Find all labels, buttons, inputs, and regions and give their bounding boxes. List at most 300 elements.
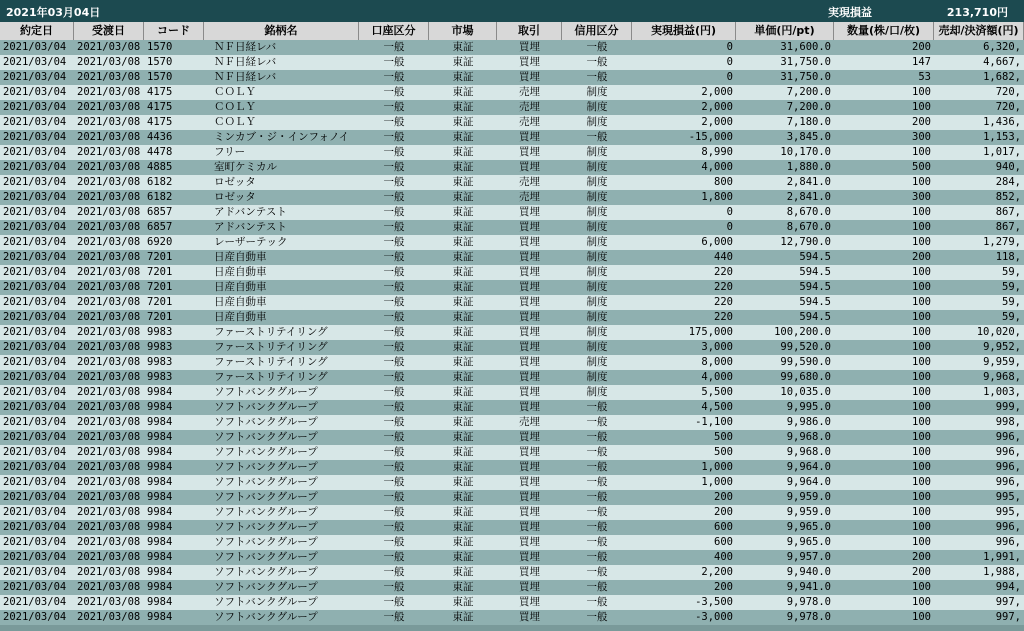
table-row[interactable] (0, 115, 1024, 130)
cell-name: ＮＦ日経レバ (214, 56, 277, 68)
cell-unit-price: 9,978.0 (786, 596, 831, 608)
cell-quantity: 100 (912, 371, 931, 383)
cell-margin-type: 一般 (586, 446, 608, 458)
cell-name: フリー (214, 146, 246, 158)
cell-amount: 59, (1002, 281, 1021, 293)
cell-trade-date: 2021/03/04 (3, 596, 67, 608)
cell-quantity: 100 (912, 341, 931, 353)
cell-trade: 買埋 (519, 611, 540, 623)
table-row[interactable] (0, 190, 1024, 205)
cell-amount: 940, (995, 161, 1021, 173)
cell-code: 6857 (147, 206, 173, 218)
cell-quantity: 100 (912, 596, 931, 608)
cell-name: ＣＯＬＹ (214, 86, 256, 98)
cell-amount: 1,003, (983, 386, 1021, 398)
cell-account: 一般 (383, 341, 405, 353)
cell-market: 東証 (452, 416, 474, 428)
cell-settlement-date: 2021/03/08 (77, 236, 141, 248)
cell-margin-type: 一般 (586, 611, 608, 623)
cell-name: ソフトバンクグループ (214, 491, 318, 503)
cell-trade: 買埋 (519, 491, 540, 503)
table-row[interactable] (0, 415, 1024, 430)
cell-quantity: 100 (912, 311, 931, 323)
cell-quantity: 100 (912, 506, 931, 518)
horizontal-scrollbar[interactable] (0, 625, 1024, 631)
cell-margin-type: 制度 (586, 356, 608, 368)
table-row[interactable] (0, 505, 1024, 520)
cell-settlement-date: 2021/03/08 (77, 536, 141, 548)
cell-trade: 買埋 (519, 206, 540, 218)
cell-account: 一般 (383, 386, 405, 398)
cell-code: 9983 (147, 356, 173, 368)
table-row[interactable] (0, 280, 1024, 295)
cell-margin-type: 制度 (586, 386, 608, 398)
cell-margin-type: 一般 (586, 551, 608, 563)
cell-trade: 買埋 (519, 326, 540, 338)
cell-market: 東証 (452, 536, 474, 548)
cell-market: 東証 (452, 476, 474, 488)
cell-amount: 867, (995, 221, 1021, 233)
cell-code: 6857 (147, 221, 173, 233)
cell-unit-price: 594.5 (799, 281, 831, 293)
cell-realized-pl: 220 (714, 281, 733, 293)
col-header-amount[interactable]: 売却/決済額(円) (934, 22, 1024, 40)
col-header-realized-pl[interactable]: 実現損益(円) (632, 22, 736, 40)
col-header-trade-date[interactable]: 約定日 (0, 22, 74, 40)
cell-amount: 59, (1002, 296, 1021, 308)
cell-market: 東証 (452, 461, 474, 473)
table-row[interactable] (0, 340, 1024, 355)
cell-unit-price: 9,957.0 (786, 551, 831, 563)
cell-amount: 1,991, (983, 551, 1021, 563)
cell-code: 7201 (147, 296, 173, 308)
cell-quantity: 200 (912, 41, 931, 53)
cell-margin-type: 一般 (586, 416, 608, 428)
table-row[interactable] (0, 205, 1024, 220)
cell-code: 6182 (147, 191, 173, 203)
cell-trade-date: 2021/03/04 (3, 371, 67, 383)
cell-name: ソフトバンクグループ (214, 521, 318, 533)
cell-account: 一般 (383, 206, 405, 218)
table-row[interactable] (0, 145, 1024, 160)
cell-quantity: 200 (912, 251, 931, 263)
cell-trade-date: 2021/03/04 (3, 56, 67, 68)
cell-market: 東証 (452, 101, 474, 113)
cell-margin-type: 制度 (586, 371, 608, 383)
cell-market: 東証 (452, 506, 474, 518)
cell-realized-pl: 2,200 (701, 566, 733, 578)
cell-settlement-date: 2021/03/08 (77, 476, 141, 488)
table-row[interactable] (0, 610, 1024, 625)
cell-code: 9983 (147, 371, 173, 383)
table-row[interactable] (0, 490, 1024, 505)
cell-amount: 995, (995, 506, 1021, 518)
cell-name: 日産自動車 (214, 266, 267, 278)
cell-name: ＣＯＬＹ (214, 116, 256, 128)
cell-realized-pl: 4,500 (701, 401, 733, 413)
cell-quantity: 100 (912, 206, 931, 218)
cell-trade-date: 2021/03/04 (3, 446, 67, 458)
table-row[interactable] (0, 445, 1024, 460)
cell-trade-date: 2021/03/04 (3, 296, 67, 308)
table-row[interactable] (0, 70, 1024, 85)
cell-realized-pl: 6,000 (701, 236, 733, 248)
cell-amount: 852, (995, 191, 1021, 203)
cell-amount: 996, (995, 431, 1021, 443)
cell-name: ソフトバンクグループ (214, 536, 318, 548)
cell-amount: 998, (995, 416, 1021, 428)
cell-quantity: 200 (912, 116, 931, 128)
cell-quantity: 200 (912, 551, 931, 563)
cell-quantity: 100 (912, 461, 931, 473)
cell-unit-price: 9,964.0 (786, 461, 831, 473)
cell-trade: 買埋 (519, 146, 540, 158)
cell-margin-type: 制度 (586, 326, 608, 338)
cell-amount: 1,436, (983, 116, 1021, 128)
cell-account: 一般 (383, 251, 405, 263)
cell-margin-type: 制度 (586, 116, 608, 128)
cell-trade: 買埋 (519, 401, 540, 413)
cell-code: 9984 (147, 596, 173, 608)
cell-account: 一般 (383, 476, 405, 488)
cell-trade-date: 2021/03/04 (3, 221, 67, 233)
cell-code: 9984 (147, 521, 173, 533)
cell-account: 一般 (383, 176, 405, 188)
table-row[interactable] (0, 130, 1024, 145)
table-row[interactable] (0, 370, 1024, 385)
cell-account: 一般 (383, 371, 405, 383)
cell-account: 一般 (383, 101, 405, 113)
cell-realized-pl: 2,000 (701, 86, 733, 98)
cell-quantity: 300 (912, 191, 931, 203)
cell-settlement-date: 2021/03/08 (77, 401, 141, 413)
cell-account: 一般 (383, 401, 405, 413)
cell-unit-price: 9,965.0 (786, 521, 831, 533)
table-row[interactable] (0, 550, 1024, 565)
cell-quantity: 100 (912, 176, 931, 188)
cell-market: 東証 (452, 386, 474, 398)
cell-code: 7201 (147, 281, 173, 293)
cell-market: 東証 (452, 611, 474, 623)
col-header-market[interactable]: 市場 (429, 22, 497, 40)
cell-trade: 買埋 (519, 221, 540, 233)
trade-date: 2021年03月04日 (6, 6, 101, 19)
table-row[interactable] (0, 595, 1024, 610)
cell-trade: 買埋 (519, 356, 540, 368)
cell-trade: 買埋 (519, 566, 540, 578)
cell-quantity: 100 (912, 146, 931, 158)
table-row[interactable] (0, 220, 1024, 235)
cell-margin-type: 一般 (586, 71, 608, 83)
cell-trade-date: 2021/03/04 (3, 611, 67, 623)
table-row[interactable] (0, 400, 1024, 415)
cell-trade: 買埋 (519, 446, 540, 458)
cell-trade: 買埋 (519, 41, 540, 53)
realized-pl-label: 実現損益 (828, 6, 872, 19)
cell-amount: 9,968, (983, 371, 1021, 383)
cell-margin-type: 制度 (586, 281, 608, 293)
cell-market: 東証 (452, 236, 474, 248)
cell-trade-date: 2021/03/04 (3, 386, 67, 398)
cell-margin-type: 一般 (586, 581, 608, 593)
cell-code: 7201 (147, 251, 173, 263)
cell-code: 9983 (147, 341, 173, 353)
cell-unit-price: 594.5 (799, 266, 831, 278)
cell-name: ファーストリテイリング (214, 326, 328, 338)
cell-account: 一般 (383, 431, 405, 443)
cell-quantity: 100 (912, 416, 931, 428)
cell-account: 一般 (383, 461, 405, 473)
table-row[interactable] (0, 355, 1024, 370)
cell-market: 東証 (452, 176, 474, 188)
cell-trade-date: 2021/03/04 (3, 146, 67, 158)
cell-unit-price: 31,750.0 (780, 56, 831, 68)
cell-market: 東証 (452, 371, 474, 383)
col-header-quantity[interactable]: 数量(株/口/枚) (834, 22, 934, 40)
cell-account: 一般 (383, 236, 405, 248)
cell-settlement-date: 2021/03/08 (77, 491, 141, 503)
cell-unit-price: 594.5 (799, 311, 831, 323)
table-row[interactable] (0, 565, 1024, 580)
cell-market: 東証 (452, 116, 474, 128)
cell-trade-date: 2021/03/04 (3, 176, 67, 188)
cell-account: 一般 (383, 41, 405, 53)
table-row[interactable] (0, 520, 1024, 535)
cell-code: 4175 (147, 86, 173, 98)
cell-settlement-date: 2021/03/08 (77, 386, 141, 398)
cell-trade: 売埋 (519, 101, 540, 113)
cell-realized-pl: -3,500 (695, 596, 733, 608)
cell-settlement-date: 2021/03/08 (77, 371, 141, 383)
cell-name: アドバンテスト (214, 221, 287, 233)
cell-code: 4175 (147, 116, 173, 128)
cell-amount: 1,988, (983, 566, 1021, 578)
cell-settlement-date: 2021/03/08 (77, 251, 141, 263)
cell-trade-date: 2021/03/04 (3, 191, 67, 203)
cell-realized-pl: 1,000 (701, 476, 733, 488)
table-row[interactable] (0, 40, 1024, 55)
cell-account: 一般 (383, 326, 405, 338)
cell-quantity: 100 (912, 356, 931, 368)
table-row[interactable] (0, 460, 1024, 475)
cell-trade-date: 2021/03/04 (3, 341, 67, 353)
cell-unit-price: 3,845.0 (786, 131, 831, 143)
cell-settlement-date: 2021/03/08 (77, 86, 141, 98)
cell-settlement-date: 2021/03/08 (77, 446, 141, 458)
cell-market: 東証 (452, 596, 474, 608)
cell-market: 東証 (452, 431, 474, 443)
cell-quantity: 100 (912, 281, 931, 293)
table-row[interactable] (0, 295, 1024, 310)
cell-settlement-date: 2021/03/08 (77, 296, 141, 308)
cell-settlement-date: 2021/03/08 (77, 176, 141, 188)
cell-trade-date: 2021/03/04 (3, 101, 67, 113)
cell-settlement-date: 2021/03/08 (77, 161, 141, 173)
cell-realized-pl: 500 (714, 431, 733, 443)
cell-quantity: 100 (912, 536, 931, 548)
cell-settlement-date: 2021/03/08 (77, 311, 141, 323)
cell-code: 9983 (147, 326, 173, 338)
cell-trade: 買埋 (519, 431, 540, 443)
cell-trade-date: 2021/03/04 (3, 476, 67, 488)
table-row[interactable] (0, 430, 1024, 445)
cell-market: 東証 (452, 221, 474, 233)
cell-amount: 720, (995, 86, 1021, 98)
cell-trade: 売埋 (519, 176, 540, 188)
cell-settlement-date: 2021/03/08 (77, 281, 141, 293)
cell-realized-pl: 0 (726, 71, 733, 83)
table-row[interactable] (0, 325, 1024, 340)
cell-margin-type: 制度 (586, 101, 608, 113)
table-row[interactable] (0, 535, 1024, 550)
cell-account: 一般 (383, 56, 405, 68)
cell-margin-type: 一般 (586, 41, 608, 53)
cell-account: 一般 (383, 146, 405, 158)
cell-amount: 9,959, (983, 356, 1021, 368)
cell-margin-type: 制度 (586, 176, 608, 188)
cell-account: 一般 (383, 191, 405, 203)
cell-unit-price: 31,750.0 (780, 71, 831, 83)
cell-unit-price: 2,841.0 (786, 176, 831, 188)
cell-unit-price: 9,965.0 (786, 536, 831, 548)
cell-market: 東証 (452, 41, 474, 53)
cell-trade: 買埋 (519, 56, 540, 68)
cell-trade: 買埋 (519, 386, 540, 398)
cell-amount: 867, (995, 206, 1021, 218)
cell-trade-date: 2021/03/04 (3, 566, 67, 578)
cell-margin-type: 制度 (586, 191, 608, 203)
cell-account: 一般 (383, 221, 405, 233)
cell-trade-date: 2021/03/04 (3, 206, 67, 218)
cell-quantity: 100 (912, 296, 931, 308)
cell-unit-price: 99,590.0 (780, 356, 831, 368)
cell-unit-price: 9,978.0 (786, 611, 831, 623)
table-row[interactable] (0, 475, 1024, 490)
cell-settlement-date: 2021/03/08 (77, 266, 141, 278)
cell-trade: 買埋 (519, 311, 540, 323)
cell-code: 9984 (147, 401, 173, 413)
cell-quantity: 100 (912, 431, 931, 443)
cell-name: ソフトバンクグループ (214, 596, 318, 608)
cell-realized-pl: 500 (714, 446, 733, 458)
cell-account: 一般 (383, 266, 405, 278)
table-row[interactable] (0, 175, 1024, 190)
cell-amount: 59, (1002, 266, 1021, 278)
table-row[interactable] (0, 250, 1024, 265)
cell-margin-type: 一般 (586, 476, 608, 488)
cell-market: 東証 (452, 341, 474, 353)
table-row[interactable] (0, 85, 1024, 100)
cell-trade: 売埋 (519, 86, 540, 98)
cell-settlement-date: 2021/03/08 (77, 356, 141, 368)
cell-name: ロゼッタ (214, 191, 256, 203)
cell-trade: 買埋 (519, 281, 540, 293)
table-row[interactable] (0, 160, 1024, 175)
col-header-name[interactable]: 銘柄名 (204, 22, 359, 40)
cell-amount: 1,682, (983, 71, 1021, 83)
cell-realized-pl: 220 (714, 266, 733, 278)
cell-trade-date: 2021/03/04 (3, 71, 67, 83)
col-header-trade[interactable]: 取引 (497, 22, 562, 40)
cell-settlement-date: 2021/03/08 (77, 206, 141, 218)
cell-unit-price: 9,940.0 (786, 566, 831, 578)
cell-quantity: 100 (912, 326, 931, 338)
table-row[interactable] (0, 385, 1024, 400)
cell-quantity: 100 (912, 101, 931, 113)
cell-amount: 999, (995, 401, 1021, 413)
cell-name: ＮＦ日経レバ (214, 41, 277, 53)
cell-amount: 996, (995, 461, 1021, 473)
cell-code: 6920 (147, 236, 173, 248)
cell-account: 一般 (383, 71, 405, 83)
table-row[interactable] (0, 580, 1024, 595)
cell-unit-price: 31,600.0 (780, 41, 831, 53)
cell-market: 東証 (452, 161, 474, 173)
cell-code: 9984 (147, 491, 173, 503)
cell-settlement-date: 2021/03/08 (77, 566, 141, 578)
cell-name: ＣＯＬＹ (214, 101, 256, 113)
cell-trade-date: 2021/03/04 (3, 41, 67, 53)
table-row[interactable] (0, 100, 1024, 115)
cell-trade-date: 2021/03/04 (3, 131, 67, 143)
cell-unit-price: 9,959.0 (786, 506, 831, 518)
cell-unit-price: 99,520.0 (780, 341, 831, 353)
cell-amount: 10,020, (976, 326, 1021, 338)
cell-settlement-date: 2021/03/08 (77, 56, 141, 68)
cell-realized-pl: 2,000 (701, 101, 733, 113)
cell-realized-pl: -1,100 (695, 416, 733, 428)
col-header-settlement-date[interactable]: 受渡日 (74, 22, 144, 40)
cell-code: 9984 (147, 566, 173, 578)
cell-code: 7201 (147, 266, 173, 278)
cell-account: 一般 (383, 506, 405, 518)
cell-margin-type: 制度 (586, 206, 608, 218)
table-row[interactable] (0, 265, 1024, 280)
cell-trade: 買埋 (519, 551, 540, 563)
cell-unit-price: 8,670.0 (786, 206, 831, 218)
cell-unit-price: 9,941.0 (786, 581, 831, 593)
cell-realized-pl: 4,000 (701, 161, 733, 173)
cell-name: ソフトバンクグループ (214, 581, 318, 593)
cell-code: 9984 (147, 476, 173, 488)
col-header-margin-type[interactable]: 信用区分 (562, 22, 632, 40)
cell-market: 東証 (452, 266, 474, 278)
col-header-account[interactable]: 口座区分 (359, 22, 429, 40)
cell-account: 一般 (383, 566, 405, 578)
cell-market: 東証 (452, 401, 474, 413)
cell-account: 一般 (383, 281, 405, 293)
cell-account: 一般 (383, 131, 405, 143)
table-row[interactable] (0, 235, 1024, 250)
col-header-code[interactable]: コード (144, 22, 204, 40)
cell-name: レーザーテック (214, 236, 288, 248)
cell-quantity: 53 (918, 71, 931, 83)
cell-quantity: 147 (912, 56, 931, 68)
cell-name: ソフトバンクグループ (214, 431, 318, 443)
cell-unit-price: 12,790.0 (780, 236, 831, 248)
table-row[interactable] (0, 310, 1024, 325)
cell-settlement-date: 2021/03/08 (77, 416, 141, 428)
col-header-unit-price[interactable]: 単価(円/pt) (736, 22, 834, 40)
cell-code: 9984 (147, 386, 173, 398)
cell-realized-pl: 2,000 (701, 116, 733, 128)
cell-realized-pl: 0 (726, 56, 733, 68)
cell-trade-date: 2021/03/04 (3, 326, 67, 338)
cell-name: ファーストリテイリング (214, 371, 328, 383)
cell-realized-pl: 8,990 (701, 146, 733, 158)
cell-trade: 買埋 (519, 266, 540, 278)
table-row[interactable] (0, 55, 1024, 70)
